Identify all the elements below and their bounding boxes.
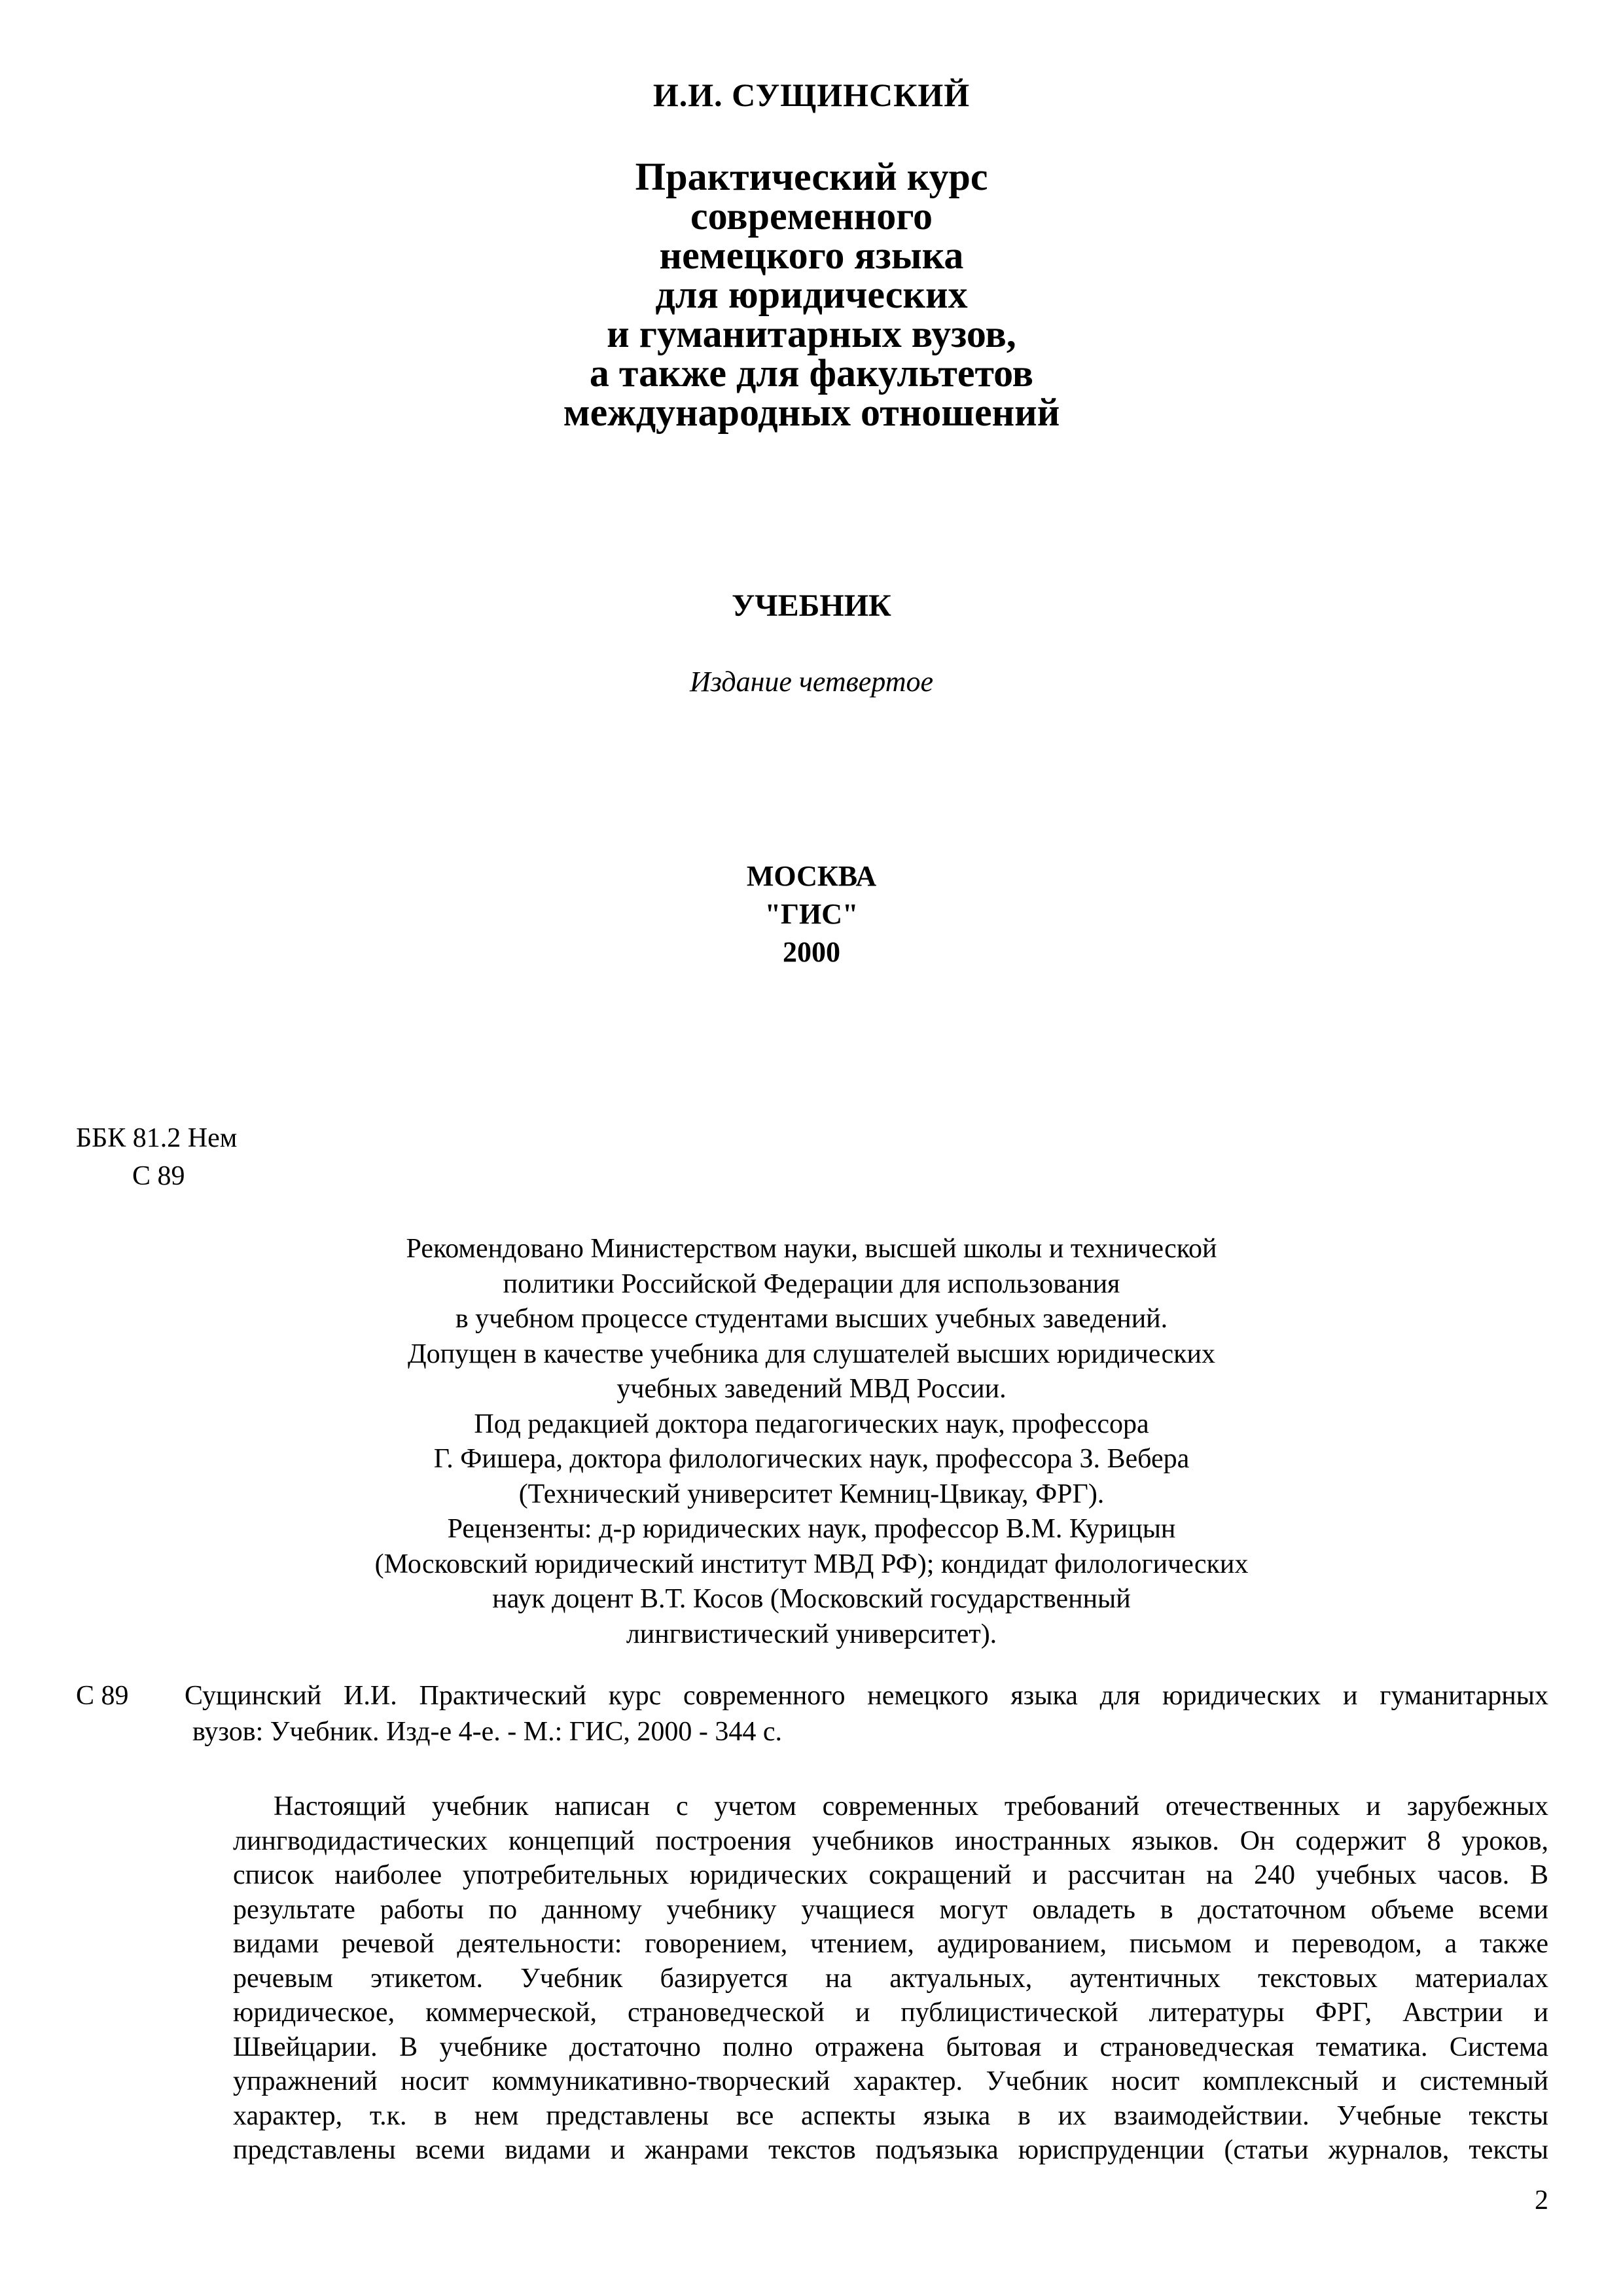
recommendation-line: (Технический университет Кемниц-Цвикау, ФРГ).	[518, 1479, 1105, 1509]
bbk-code: ББК 81.2 Нем	[76, 1123, 238, 1153]
catalog-entry	[76, 1678, 1548, 1750]
recommendation-line: учебных заведений МВД России.	[616, 1374, 1007, 1404]
document-type: УЧЕБНИК	[732, 588, 891, 623]
author-mark: С 89	[132, 1161, 185, 1191]
recommendation-line: наук доцент В.Т. Косов (Московский государственный	[492, 1584, 1131, 1614]
recommendation-line: в учебном процессе студентами высших учебных заведений.	[455, 1304, 1168, 1334]
title-line: международных отношений	[563, 391, 1060, 434]
edition-note: Издание четвертое	[689, 666, 934, 698]
title-line: современного	[690, 194, 933, 238]
recommendation-line: Допущен в качестве учебника для слушателей высших юридических	[408, 1338, 1215, 1369]
imprint-publisher: "ГИС"	[764, 898, 859, 930]
recommendation-line: (Московский юридический институт МВД РФ); кондидат филологических	[374, 1549, 1249, 1579]
abstract-line: упражнений носит коммуникативно-творческий характер. Учебник носит комплексный и системный	[233, 2066, 1548, 2096]
title-line: Практический курс	[635, 155, 988, 198]
imprint-year: 2000	[783, 936, 840, 968]
book-title	[0, 157, 1623, 432]
imprint	[0, 857, 1623, 971]
title-line: для юридических	[655, 273, 968, 316]
title-line: и гуманитарных вузов,	[607, 312, 1016, 355]
recommendation-line: Г. Фишера, доктора филологических наук, профессора З. Вебера	[433, 1444, 1190, 1474]
abstract-line: речевым этикетом. Учебник базируется на актуальных, аутентичных текстовых материалах	[233, 1963, 1548, 1994]
title-line: а также для факультетов	[589, 351, 1034, 395]
catalog-code: С 89	[76, 1681, 129, 1711]
abstract-line: видами речевой деятельности: говорением, чтением, аудированием, письмом и переводом, а также	[233, 1929, 1548, 1959]
abstract-line: Швейцарии. В учебнике достаточно полно отражена бытовая и страноведческая тематика. Система	[233, 2032, 1548, 2062]
recommendation-line: лингвистический университет).	[626, 1619, 997, 1649]
recommendation-block	[0, 1232, 1623, 1652]
author-name: И.И. СУЩИНСКИЙ	[652, 77, 971, 113]
abstract-line: результате работы по данному учебнику учащиеся могут овладеть в достаточном объеме всеми	[233, 1894, 1548, 1925]
classification-block	[76, 1119, 237, 1195]
abstract-line: список наиболее употребительных юридических сокращений и рассчитан на 240 учебных часов. В	[233, 1860, 1548, 1890]
recommendation-line: политики Российской Федерации для использования	[503, 1268, 1120, 1299]
abstract-line: лингводидастических концепций построения учебников иностранных языков. Он содержит 8 уроков,	[233, 1825, 1548, 1856]
title-line: немецкого языка	[659, 234, 964, 277]
imprint-city: МОСКВА	[746, 860, 877, 892]
catalog-entry-line: Сущинский И.И. Практический курс современного немецкого языка для юридических и гуманитарных	[185, 1681, 1548, 1711]
recommendation-line: Рекомендовано Министерством науки, высшей школы и технической	[406, 1234, 1217, 1264]
abstract-line: представлены всеми видами и жанрами текстов подъязыка юриспруденции (статьи журналов, тексты	[233, 2135, 1548, 2165]
page-number: 2	[1535, 2185, 1548, 2215]
abstract-line: характер, т.к. в нем представлены все аспекты языка в их взаимодействии. Учебные тексты	[233, 2100, 1548, 2131]
abstract-paragraph	[233, 1789, 1548, 2168]
catalog-entry-line: вузов: Учебник. Изд-е 4-е. - М.: ГИС, 2000 - 344 с.	[192, 1717, 783, 1747]
recommendation-line: Рецензенты: д-р юридических наук, профессор В.М. Курицын	[447, 1514, 1176, 1544]
abstract-line: Настоящий учебник написан с учетом современных требований отечественных и зарубежных	[274, 1791, 1548, 1821]
recommendation-line: Под редакцией доктора педагогических наук, профессора	[474, 1408, 1149, 1439]
abstract-line: юридическое, коммерческой, страноведческой и публицистической литературы ФРГ, Австрии и	[233, 1998, 1548, 2028]
